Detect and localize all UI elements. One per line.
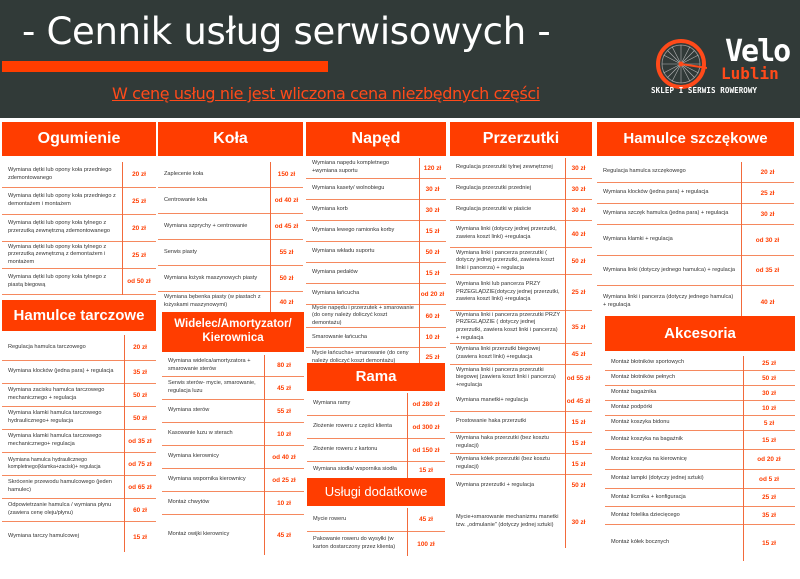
section-title: Usługi dodatkowe <box>307 478 445 506</box>
price-row <box>306 221 446 242</box>
bicycle-wheel-icon <box>655 38 707 90</box>
price-row <box>2 162 156 188</box>
service-price: 25 zł <box>760 189 775 197</box>
price-row <box>605 450 795 470</box>
price-row <box>307 532 445 556</box>
service-price: 10 zł <box>277 430 291 438</box>
price-list <box>307 508 445 556</box>
service-name: Wymiana zacisku hamulca tarczowego mechanicznego + regulacja <box>8 387 105 401</box>
service-name: Regulacja przerzutki przedniej <box>456 185 531 192</box>
price-row <box>450 454 592 475</box>
section-hamulce-szczekowe <box>597 122 794 318</box>
service-name: Smarowanie łańcucha <box>312 333 368 340</box>
price-row <box>158 162 303 188</box>
service-price: 15 zł <box>571 460 586 468</box>
service-name: Mycie napędu i przerzutek + smarowanie (do ceny należy doliczyć koszt demontażu) <box>312 304 414 326</box>
price-row <box>2 476 156 499</box>
service-name: Wymiana widelca/amortyzatora + smarowanie sterów <box>168 357 251 372</box>
price-row <box>450 158 592 179</box>
service-price: 45 zł <box>277 384 291 392</box>
service-name: Złożenie roweru z kartonu <box>313 446 378 453</box>
price-row <box>450 433 592 454</box>
service-price: 55 zł <box>277 407 291 415</box>
service-name: Montaż bagażnika <box>611 389 657 396</box>
price-row <box>2 335 156 361</box>
service-price: 45 zł <box>277 531 291 539</box>
price-row <box>162 515 304 555</box>
service-price: 15 zł <box>571 418 586 426</box>
service-name: Wymiana linki lub pancerza PRZY PRZEGLĄDZIE(dotyczy jednej przerzutki, zawiera koszt linki) +regulacja <box>456 281 560 303</box>
service-name: Wymiana linki i pancerza przerzutki PRZY PRZEGLĄDZIE ( dotyczy jednej przerzutki, zawiera koszt linki i pancerza) + regulacja <box>456 311 560 341</box>
service-name: Prostowanie haka przerzutki <box>456 418 527 425</box>
service-price: 30 zł <box>571 206 586 214</box>
price-row <box>450 475 592 496</box>
service-name: Wymiana sterów <box>168 407 210 414</box>
service-price: 30 zł <box>571 164 586 172</box>
service-name: Centrowanie koła <box>164 196 208 203</box>
service-name: Wymiana klamki hamulca tarczowego hydraulicznego+ regulacja <box>8 410 102 424</box>
section-title: Hamulce szczękowe <box>597 122 794 156</box>
service-name: Regulacja przerzutki w piaście <box>456 206 532 213</box>
price-row <box>2 407 156 430</box>
section-title: Rama <box>307 363 445 391</box>
price-list <box>307 393 445 478</box>
service-price: od 40 zł <box>274 197 299 204</box>
service-price: 40 zł <box>760 298 775 306</box>
service-name: Wymiana klocków (jedna para) + regulacja <box>8 368 114 375</box>
price-row <box>2 522 156 552</box>
price-row <box>162 446 304 469</box>
service-name: Wymiana linki i pancerza przerzutki ( dotyczy jednej przerzutki, zawiera koszt linki i pancerza) + regulacja <box>456 249 555 271</box>
price-row <box>2 215 156 242</box>
service-price: 20 zł <box>133 344 147 351</box>
service-name: Wymiana linki i pancerza przerzutki biegowej (zawiera koszt linki i pancerza) +regulacja <box>456 366 556 388</box>
service-price: 35 zł <box>571 323 586 331</box>
price-list <box>162 355 304 555</box>
price-list <box>605 356 795 561</box>
service-name: Wymiana kierownicy <box>168 453 219 460</box>
service-price: od 150 zł <box>412 446 440 454</box>
service-price: 10 zł <box>425 334 440 341</box>
price-row <box>158 266 303 292</box>
price-row <box>2 384 156 407</box>
price-row <box>2 269 156 295</box>
service-price: 30 zł <box>760 210 775 218</box>
service-price: 20 zł <box>132 224 146 232</box>
price-row <box>605 507 795 525</box>
service-name: Zaplecenie koła <box>164 170 204 177</box>
service-name: Wymiana bębenka piasty (w piastach z łożyskami maszynowymi) <box>164 294 261 308</box>
service-price: od 50 zł <box>127 278 151 285</box>
service-name: Wymiana dętki lub opony koła tylnego z przerzutką zewnętrzną z demontażem i montażem <box>8 243 107 265</box>
section-hamulce-tarczowe <box>2 300 156 552</box>
service-name: Serwis piasty <box>164 248 197 255</box>
price-row <box>2 361 156 384</box>
service-price: od 45 zł <box>566 397 591 405</box>
service-price: od 300 zł <box>412 423 440 431</box>
price-row <box>306 242 446 263</box>
service-name: Serwis sterów- mycie, smarowanie, regulacja luzu <box>168 380 256 394</box>
title-underline-bar <box>2 61 328 72</box>
price-row <box>605 431 795 450</box>
section-title: Przerzutki <box>450 122 592 156</box>
service-name: Wymiana ramy <box>313 400 351 407</box>
logo-velo-text: Velo <box>725 34 790 69</box>
section-widelec-amortyzator-kierownica <box>162 312 304 555</box>
service-name: Wymiana hamulca hydraulicznego kompletnego(klamka+zacisk)+ regulacja <box>8 456 101 470</box>
service-price: 25 zł <box>132 197 146 205</box>
price-row <box>605 489 795 507</box>
logo-lublin-text: Lublin <box>721 64 779 83</box>
price-row <box>307 416 445 439</box>
service-name: Wymiana przerzutki + regulacja <box>456 481 535 488</box>
price-row <box>158 214 303 240</box>
price-row <box>605 371 795 386</box>
service-name: Wymiana dętki lub opony koła tylnego z piastą biegową <box>8 273 107 288</box>
service-price: od 30 zł <box>755 236 780 244</box>
section-title: Koła <box>158 122 303 156</box>
price-row <box>450 248 592 275</box>
price-row <box>162 400 304 423</box>
price-list <box>2 335 156 552</box>
service-price: 15 zł <box>419 466 433 474</box>
service-name: Montaż koszyka na kierownicę <box>611 455 687 462</box>
service-price: 25 zł <box>762 359 776 367</box>
price-row <box>450 412 592 433</box>
section-ogumienie <box>2 122 156 295</box>
service-name: Wymiana kółek przerzutki (bez kosztu regulacji) <box>456 456 550 470</box>
price-row <box>450 365 592 391</box>
service-name: Montaż błotników sportowych <box>611 359 685 366</box>
service-price: 50 zł <box>425 248 440 256</box>
service-name: Wymiana szczęk hamulca (jedna para) + regulacja <box>603 210 729 217</box>
price-row <box>158 240 303 266</box>
service-name: Montaż fotelika dziecięcego <box>611 511 680 518</box>
service-name: Wymiana lewego ramionka korby <box>312 227 395 234</box>
price-row <box>2 499 156 522</box>
service-price: 50 zł <box>133 391 147 399</box>
price-row <box>597 256 794 286</box>
section-title: Ogumienie <box>2 122 156 156</box>
service-name: Wymiana napędu kompletnego +wymiana suportu <box>312 160 390 174</box>
service-price: od 75 zł <box>128 460 152 468</box>
service-name: Skrócenie przewodu hamulcowego (jeden hamulec) <box>8 479 112 493</box>
service-price: 15 zł <box>762 436 776 444</box>
service-price: od 45 zł <box>274 223 299 230</box>
service-price: 80 zł <box>277 362 291 369</box>
price-list <box>2 162 156 295</box>
service-price: od 55 zł <box>566 374 591 382</box>
service-price: 120 zł <box>423 164 442 172</box>
price-row <box>162 377 304 400</box>
service-name: Wymiana pedałów <box>312 269 358 276</box>
section-title: Napęd <box>306 122 446 156</box>
service-price: 55 zł <box>279 249 294 256</box>
price-row <box>306 200 446 221</box>
service-price: 30 zł <box>425 206 440 214</box>
service-price: 20 zł <box>760 168 775 176</box>
price-row <box>605 356 795 371</box>
price-row <box>306 179 446 200</box>
service-price: 25 zł <box>132 251 146 259</box>
service-price: 25 zł <box>425 354 440 361</box>
service-name: Wymiana klamki + regulacja <box>603 236 673 243</box>
service-price: 35 zł <box>133 368 147 376</box>
service-name: Wymiana dętki lub opony koła przedniego zdemontowanego <box>8 166 112 181</box>
service-name: Wymiana łożysk maszynowych piasty <box>164 274 258 281</box>
service-name: Regulacja przerzutki tylnej zewnętrznej <box>456 164 553 171</box>
service-name: Montaż błotników pełnych <box>611 374 676 381</box>
price-row <box>306 284 446 305</box>
service-name: Kasowanie luzu w sterach <box>168 430 233 437</box>
price-row <box>450 344 592 365</box>
service-price: 15 zł <box>762 539 776 547</box>
price-row <box>450 179 592 200</box>
service-name: Wymiana linki (dotyczy jednego hamulca) + regulacja <box>603 266 735 273</box>
price-row <box>605 386 795 401</box>
price-row <box>597 204 794 225</box>
price-row <box>162 423 304 446</box>
price-list <box>306 158 446 367</box>
service-name: Wymiana dętki lub opony koła przedniego z demontażem i montażem <box>8 193 116 207</box>
page-header <box>0 0 800 118</box>
service-name: Wymiana linki (dotyczy jednej przerzutki, zawiera koszt linki) +regulacja <box>456 226 557 240</box>
service-price: 100 zł <box>417 540 435 548</box>
service-price: 30 zł <box>571 185 586 193</box>
price-row <box>450 275 592 311</box>
section-title: Hamulce tarczowe <box>2 300 156 331</box>
service-price: 30 zł <box>571 518 586 526</box>
price-row <box>597 286 794 318</box>
price-row <box>307 439 445 462</box>
service-price: od 35 zł <box>755 267 780 274</box>
service-name: Wymiana wkładu suportu <box>312 248 375 255</box>
price-row <box>162 355 304 377</box>
service-price: od 5 zł <box>759 475 779 483</box>
service-price: 150 zł <box>277 171 296 178</box>
price-row <box>2 188 156 215</box>
service-price: 60 zł <box>425 312 440 320</box>
service-name: Montaż licznika + konfiguracja <box>611 493 686 500</box>
price-row <box>307 508 445 532</box>
service-price: 50 zł <box>762 374 776 382</box>
price-row <box>450 391 592 412</box>
service-name: Montaż owijki kierownicy <box>168 531 230 538</box>
service-name: Wymiana korb <box>312 206 348 213</box>
price-row <box>450 200 592 221</box>
service-name: Wymiana siodła/ wspornika siodła <box>313 466 397 473</box>
price-row <box>597 183 794 204</box>
price-row <box>450 221 592 248</box>
section-naped <box>306 122 446 367</box>
service-price: 35 zł <box>762 512 776 519</box>
service-name: Odpowietrzanie hamulca / wymiana płynu (zawiera cenę oleju/płynu) <box>8 502 112 516</box>
service-price: 10 zł <box>762 404 776 412</box>
service-name: Montaż koszyka na bagażnik <box>611 436 683 443</box>
service-name: Montaż kółek bocznych <box>611 539 670 546</box>
service-price: od 25 zł <box>272 476 296 484</box>
price-list <box>158 162 303 312</box>
service-name: Mycie+smarowanie mechanizmu manetki tzw. „odmulanie" (dotyczy jednej sztuki) <box>456 514 559 528</box>
price-list <box>597 162 794 318</box>
price-row <box>2 242 156 269</box>
price-row <box>605 401 795 416</box>
service-price: 10 zł <box>277 499 291 507</box>
service-name: Wymiana łańcucha <box>312 290 360 297</box>
section-uslugi-dodatkowe <box>307 478 445 556</box>
service-name: Wymiana klocków (jedna para) + regulacja <box>603 189 709 196</box>
section-title: Akcesoria <box>605 316 795 351</box>
service-name: Wymiana linki przerzutki biegowej (zawiera koszt linki) +regulacja <box>456 346 540 360</box>
price-row <box>307 462 445 478</box>
section-przerzutki <box>450 122 592 548</box>
service-price: 25 zł <box>762 494 776 501</box>
service-name: Pakowanie roweru do wysyłki (w karton dostarczony przez klienta) <box>313 536 396 550</box>
price-row <box>605 416 795 431</box>
service-name: Mycie roweru <box>313 515 347 522</box>
price-row <box>306 328 446 348</box>
service-price: 50 zł <box>571 257 586 265</box>
price-disclaimer: W cenę usług nie jest wliczona cena niezbędnych części <box>112 84 540 103</box>
section-rama <box>307 363 445 478</box>
service-price: 15 zł <box>425 269 440 277</box>
price-row <box>2 453 156 476</box>
price-row <box>306 158 446 179</box>
service-price: 50 zł <box>571 482 586 489</box>
service-name: Regulacja hamulca tarczowego <box>8 343 86 350</box>
service-name: Wymiana wspornika kierownicy <box>168 476 246 483</box>
price-row <box>158 292 303 312</box>
service-name: Złożenie roweru z części klienta <box>313 423 392 430</box>
price-row <box>450 496 592 548</box>
price-row <box>605 525 795 561</box>
price-row <box>162 492 304 515</box>
page-title: - Cennik usług serwisowych - <box>22 10 551 53</box>
service-name: Wymiana linki i pancerza (dotyczy jednego hamulca) + regulacja <box>603 294 734 308</box>
service-price: 45 zł <box>571 350 586 358</box>
price-row <box>306 305 446 328</box>
service-price: 5 zł <box>763 419 775 427</box>
service-name: Montaż koszyka bidonu <box>611 419 670 426</box>
section-title: Widelec/Amortyzator/ Kierownica <box>162 312 304 352</box>
service-price: 40 zł <box>279 298 294 306</box>
service-price: od 20 zł <box>420 290 445 298</box>
service-price: 25 zł <box>571 289 586 296</box>
service-price: 50 zł <box>133 414 147 422</box>
service-price: od 20 zł <box>757 456 781 463</box>
service-name: Montaż lampki (dotyczy jednej sztuki) <box>611 475 704 482</box>
section-akcesoria <box>605 316 795 561</box>
service-price: 60 zł <box>133 506 147 514</box>
service-name: Regulacja hamulca szczękowego <box>603 168 686 175</box>
logo-tagline: SKLEP I SERWIS ROWEROWY <box>651 86 758 95</box>
service-price: 40 zł <box>571 230 586 238</box>
service-price: od 35 zł <box>128 437 152 445</box>
price-row <box>2 430 156 453</box>
service-name: Montaż chwytów <box>168 499 210 506</box>
service-name: Wymiana haka przerzutki (bez kosztu regulacji) <box>456 435 549 449</box>
price-row <box>597 162 794 183</box>
price-list <box>450 158 592 548</box>
service-price: 45 zł <box>419 516 433 523</box>
service-price: 30 zł <box>762 389 776 397</box>
price-row <box>162 469 304 492</box>
velo-lublin-logo <box>651 14 800 104</box>
service-name: Wymiana tarczy hamulcowej <box>8 533 79 540</box>
service-name: Wymiana klamki hamulca tarczowego mechanicznego+ regulacja <box>8 433 102 447</box>
price-row <box>306 263 446 284</box>
service-price: od 65 zł <box>128 483 152 491</box>
section-kola <box>158 122 303 312</box>
service-price: 50 zł <box>279 275 294 282</box>
price-row <box>158 188 303 214</box>
service-name: Wymiana manetki+ regulacja <box>456 397 528 404</box>
price-row <box>597 225 794 256</box>
service-price: 20 zł <box>132 171 146 178</box>
service-name: Montaż podpórki <box>611 404 653 411</box>
service-price: od 280 zł <box>412 400 440 408</box>
service-price: 15 zł <box>425 227 440 235</box>
service-price: 15 zł <box>133 533 147 541</box>
service-price: 15 zł <box>571 439 586 447</box>
service-price: od 40 zł <box>272 453 296 461</box>
service-price: 30 zł <box>425 185 440 193</box>
service-name: Wymiana szprychy + centrowanie <box>164 222 248 229</box>
service-name: Mycie łańcucha+ smarowanie (do ceny należy doliczyć koszt demontażu) <box>312 349 409 364</box>
price-row <box>307 393 445 416</box>
price-row <box>605 470 795 489</box>
price-row <box>450 311 592 344</box>
service-name: Wymiana kasety/ wolnobiegu <box>312 185 385 192</box>
service-name: Wymiana dętki lub opony koła tylnego z przerzutką zewnętrzną zdemontowanego <box>8 220 110 234</box>
